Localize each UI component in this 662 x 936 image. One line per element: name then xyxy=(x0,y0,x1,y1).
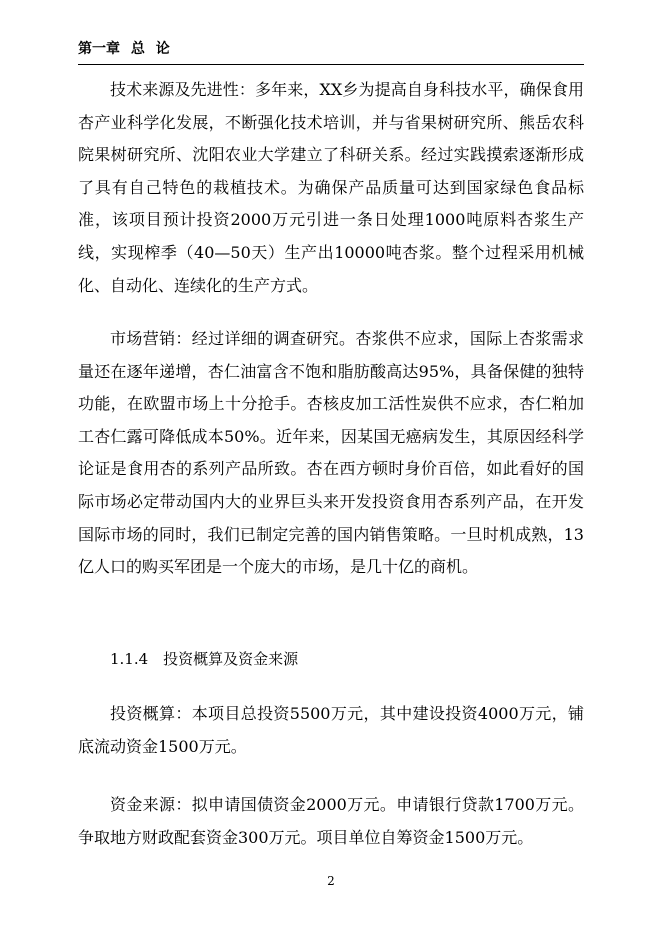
paragraph-investment-estimate: 投资概算：本项目总投资5500万元，其中建设投资4000万元，铺底流动资金1500万元。 xyxy=(78,704,584,756)
paragraph-marketing: 市场营销：经过详细的调查研究。杏浆供不应求，国际上杏浆需求量还在逐年递增，杏仁油富含不饱和脂肪酸高达95%，具备保健的独特功能，在欧盟市场上十分抢手。杏核皮加工活性炭供不应求，杏仁粕加工杏仁露可降低成本50%。近年来，因某国无癌病发生，其原因经科学论证是食用杏的系列产品所致。杏在西方顿时身价百倍，如此看好的国际市场必定带动国内大的业界巨头来开发投资食用杏系列产品，在开发国际市场的同时，我们已制定完善的国内销售策略。一旦时机成熟，13亿人口的购买军团是一个庞大的市场，是几十亿的商机。 xyxy=(78,329,584,577)
header-divider xyxy=(78,64,584,65)
section-heading: 1.1.4 投资概算及资金来源 xyxy=(110,650,299,668)
chapter-title: 第一章 总 论 xyxy=(78,41,170,57)
paragraph-tech-source: 技术来源及先进性：多年来，XX乡为提高自身科技水平，确保食用杏产业科学化发展，不断强化技术培训，并与省果树研究所、熊岳农科院果树研究所、沈阳农业大学建立了科研关系。经过实践摸索逐渐形成了具有自己特色的栽植技术。为确保产品质量可达到国家绿色食品标准，该项目预计投资2000万元引进一条日处理1000吨原料杏浆生产线，实现榨季（40—50天）生产出10000吨杏浆。整个过程采用机械化、自动化、连续化的生产方式。 xyxy=(78,80,584,295)
paragraph-funding-source: 资金来源：拟申请国债资金2000万元。申请银行贷款1700万元。争取地方财政配套资金300万元。项目单位自筹资金1500万元。 xyxy=(78,795,584,847)
page-number: 2 xyxy=(327,874,335,888)
